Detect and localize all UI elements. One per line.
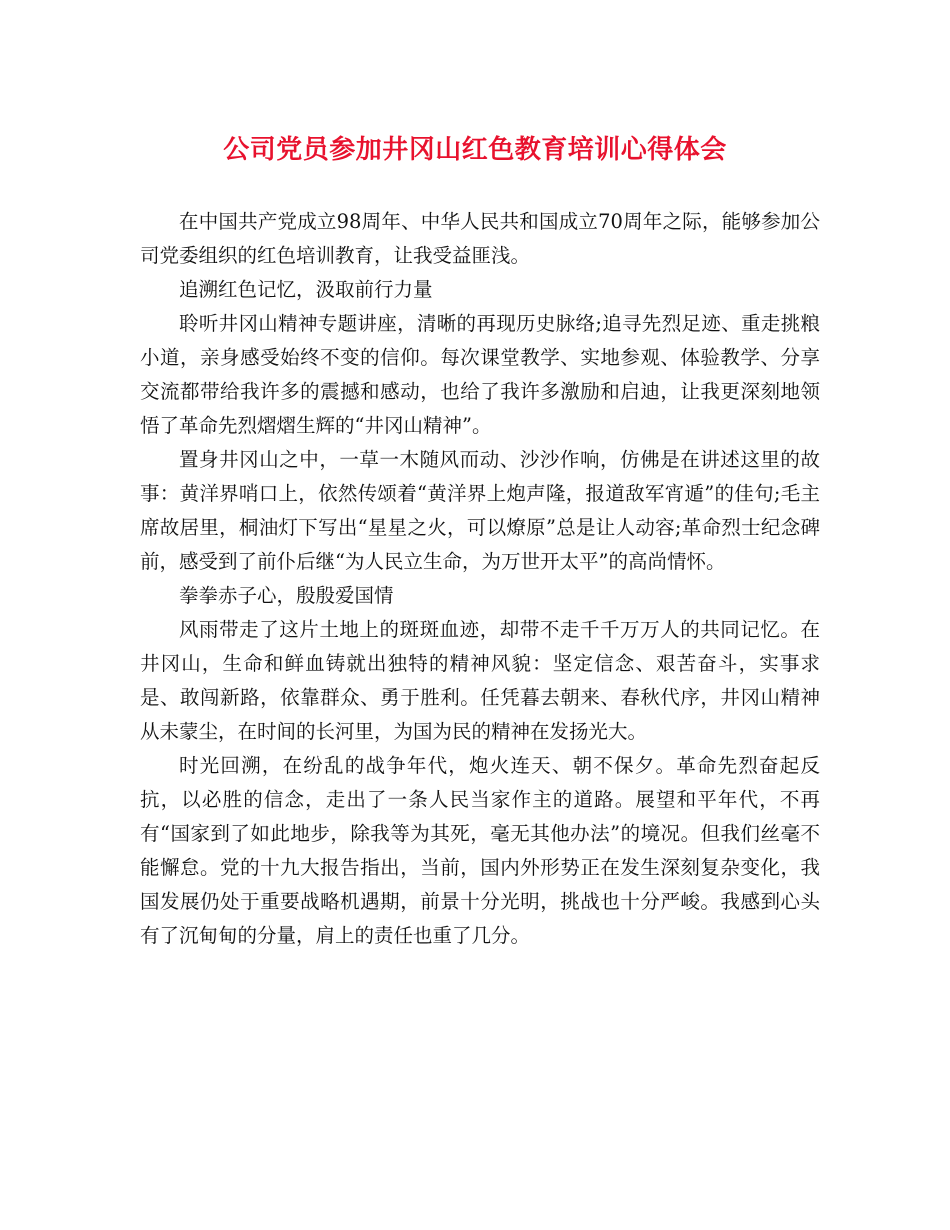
paragraph-reflection: 时光回溯，在纷乱的战争年代，炮火连天、朝不保夕。革命先烈奋起反抗，以必胜的信念，走出了一条人民当家作主的道路。展望和平年代，不再有“国家到了如此地步，除我等为其死，毫无其他办法”的境况。但我们丝毫不能懈怠。党的十九大报告指出，当前，国内外形势正在发生深刻复杂变化，我国发展仍处于重要战略机遇期，前景十分光明，挑战也十分严峻。我感到心头有了沉甸甸的分量，肩上的责任也重了几分。 xyxy=(140,754,820,947)
section-heading-patriotism: 拳拳赤子心，殷殷爱国情 xyxy=(179,584,394,607)
paragraph-spirit: 风雨带走了这片土地上的斑斑血迹，却带不走千千万万人的共同记忆。在井冈山，生命和鲜血铸就出独特的精神风貌：坚定信念、艰苦奋斗，实事求是、敢闯新路，依靠群众、勇于胜利。任凭暮去朝来、春秋代序，井冈山精神从未蒙尘，在时间的长河里，为国为民的精神在发扬光大。 xyxy=(140,618,820,743)
section-heading-red-memory: 追溯红色记忆，汲取前行力量 xyxy=(179,278,433,301)
paragraph-lecture: 聆听井冈山精神专题讲座，清晰的再现历史脉络;追寻先烈足迹、重走挑粮小道，亲身感受始终不变的信仰。每次课堂教学、实地参观、体验教学、分享交流都带给我许多的震撼和感动，也给了我许多激励和启迪，让我更深刻地领悟了革命先烈熠熠生辉的“井冈山精神”。 xyxy=(140,312,820,437)
paragraph-jinggangshan-scene: 置身井冈山之中，一草一木随风而动、沙沙作响，仿佛是在讲述这里的故事：黄洋界哨口上，依然传颂着“黄洋界上炮声隆，报道敌军宵遁”的佳句;毛主席故居里，桐油灯下写出“星星之火，可以燎原”总是让人动容;革命烈士纪念碑前，感受到了前仆后继“为人民立生命，为万世开太平”的高尚情怀。 xyxy=(140,448,820,573)
document-title: 公司党员参加井冈山红色教育培训心得体会 xyxy=(223,135,727,165)
document-body xyxy=(140,205,820,953)
paragraph-intro: 在中国共产党成立98周年、中华人民共和国成立70周年之际，能够参加公司党委组织的红色培训教育，让我受益匪浅。 xyxy=(140,210,820,267)
